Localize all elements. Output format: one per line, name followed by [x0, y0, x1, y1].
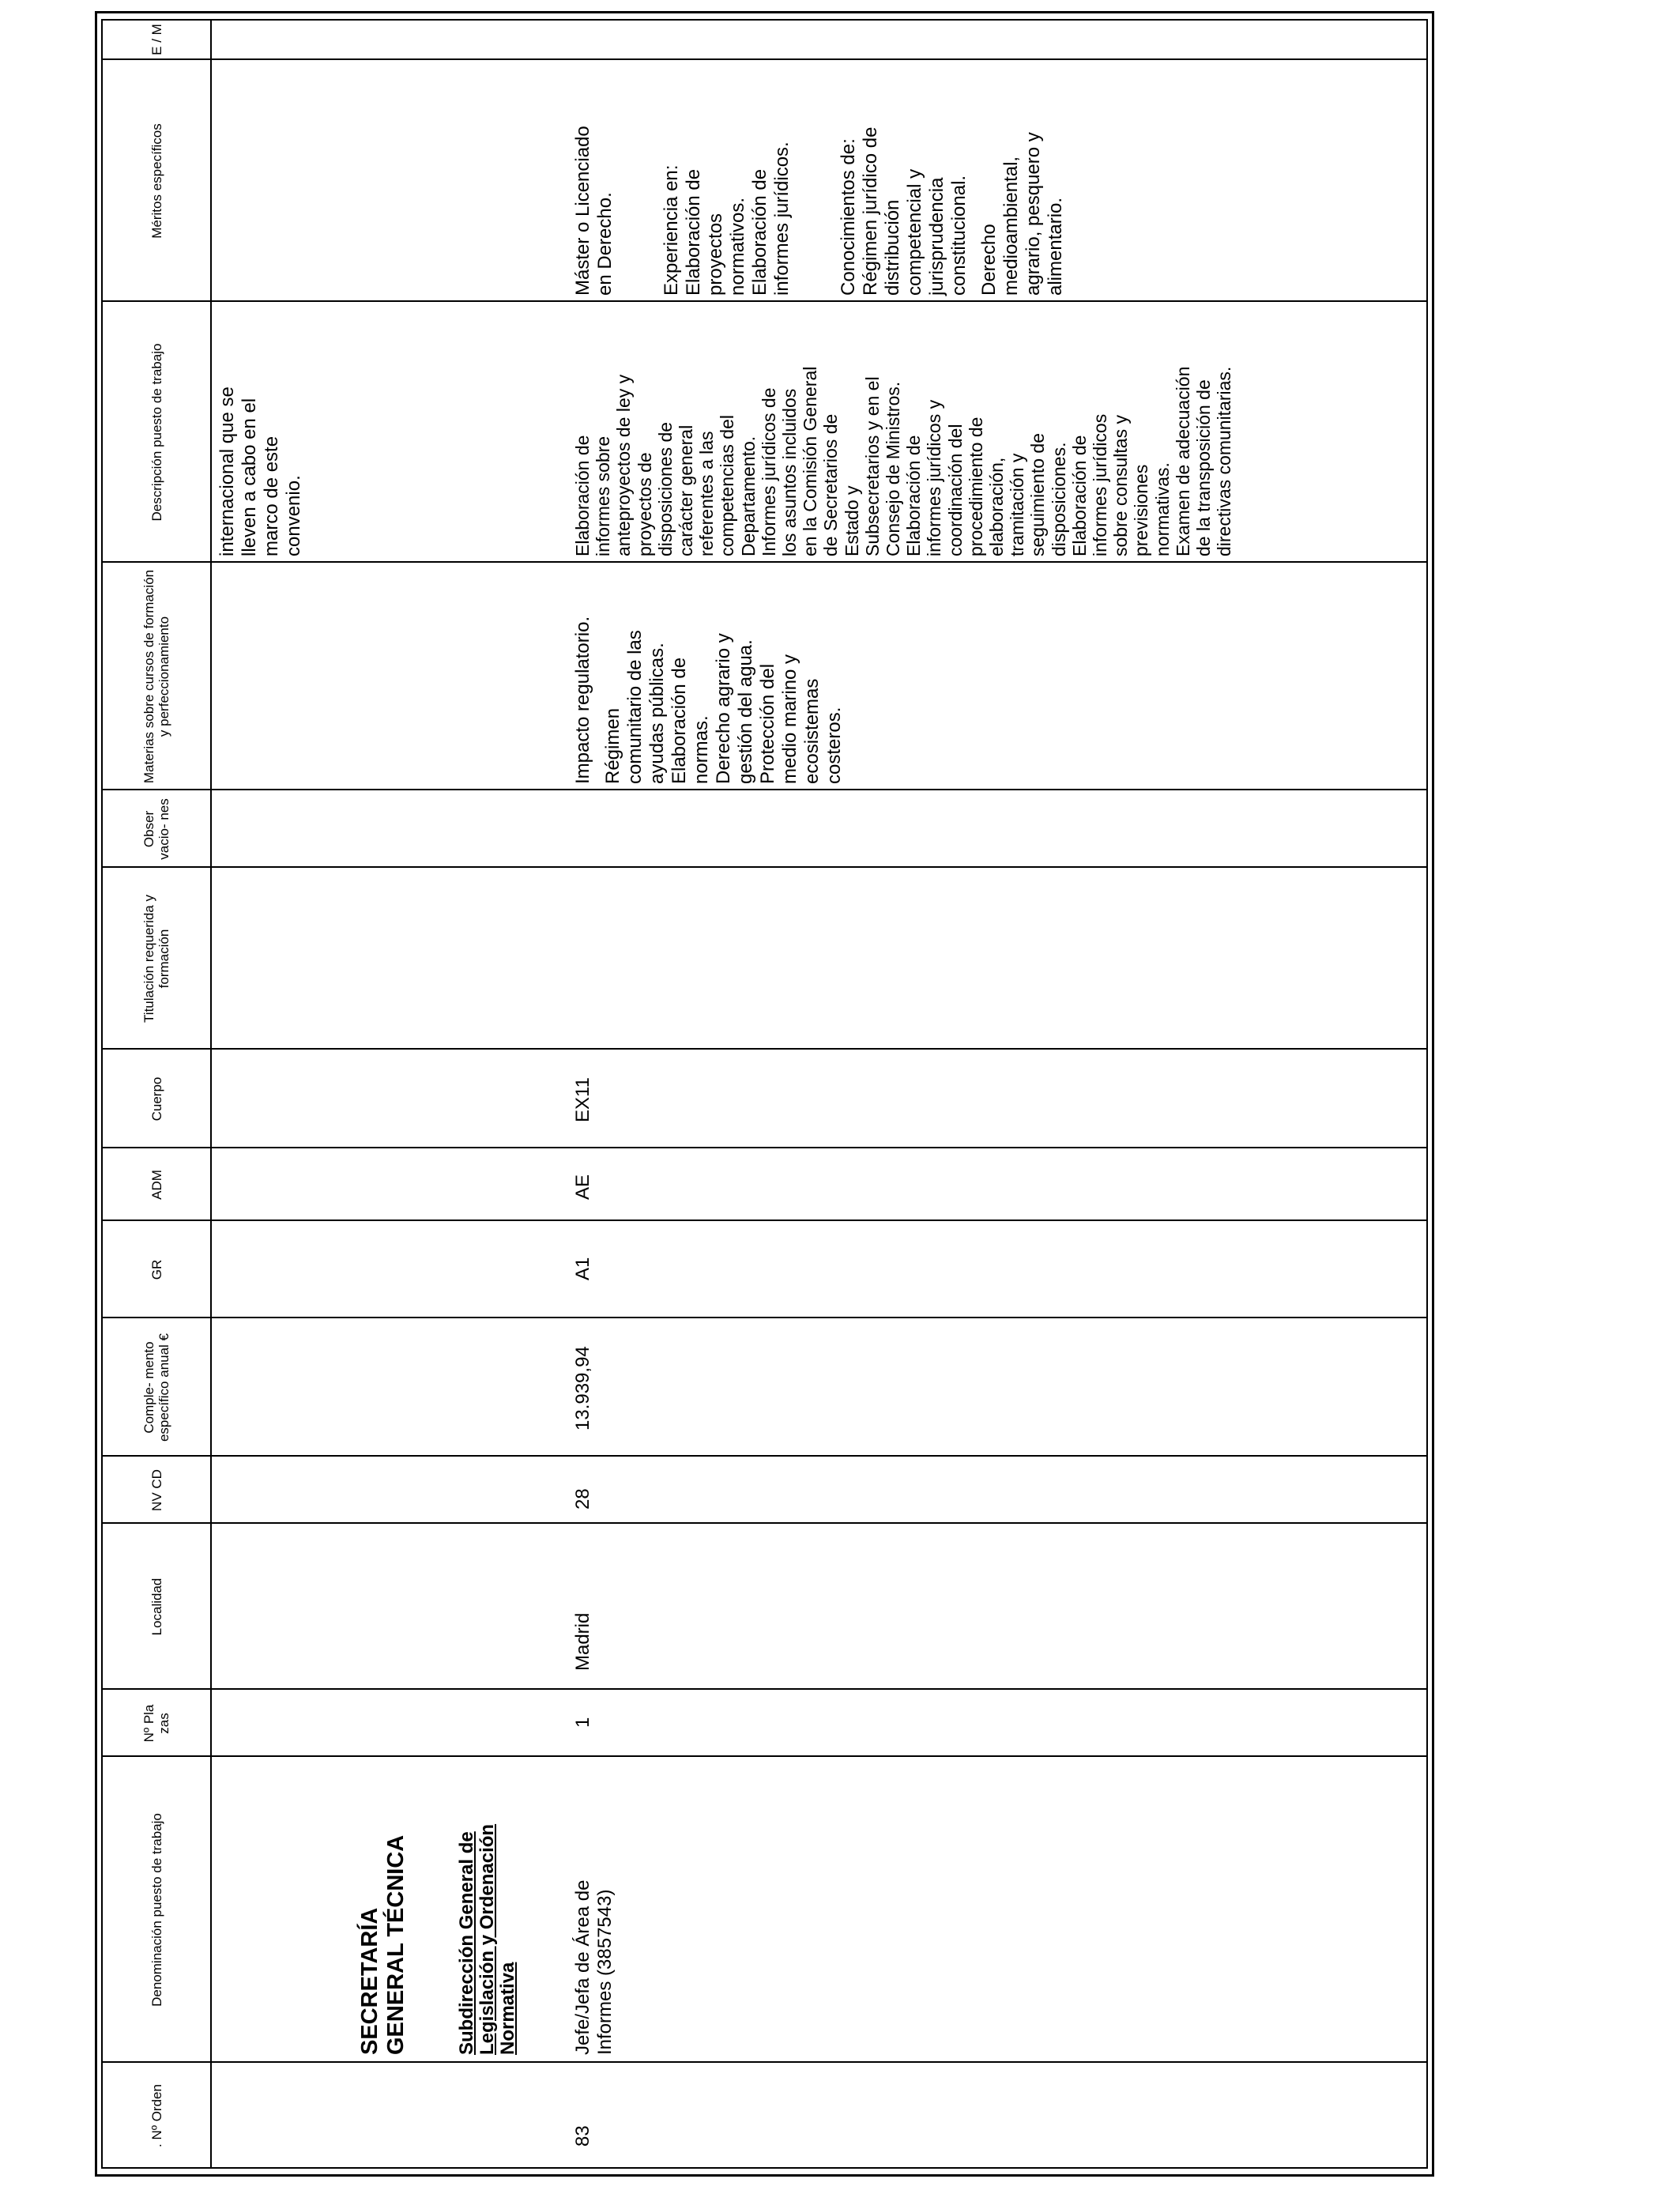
text-line: Impacto regulatorio.	[572, 616, 593, 784]
text-line: informes jurídicos.	[771, 141, 793, 296]
header-materias: Materias sobre cursos de formación y perfeccionamiento	[141, 569, 171, 784]
subdirection-title	[457, 1824, 518, 2055]
column-divider	[101, 1688, 1428, 1690]
text-line: Régimen jurídico de	[860, 126, 881, 296]
table-inner-border	[101, 19, 1428, 2169]
text-line: Jefe/Jefa de Área de	[572, 1879, 593, 2055]
column-divider	[101, 1220, 1428, 1221]
row-localidad: Madrid	[572, 1612, 593, 1671]
row-complemento: 13.939,94	[572, 1346, 593, 1431]
row-adm: AE	[572, 1174, 593, 1200]
text-line: medio marino y	[779, 654, 800, 784]
text-line: sobre consultas y	[1110, 415, 1132, 556]
section-title	[357, 1835, 409, 2055]
text-line: directivas comunitarias.	[1214, 366, 1235, 556]
header-observaciones: Obser vacio- nes	[141, 798, 171, 860]
text-line: en Derecho.	[594, 192, 616, 296]
header-descripcion: Descripción puesto de trabajo	[149, 343, 164, 522]
text-line: internacional que se	[217, 386, 238, 556]
text-line: Protección del	[757, 663, 778, 784]
continued-description	[217, 386, 305, 556]
text-line: informes jurídicos	[1090, 413, 1111, 556]
header-meritos: Méritos específicos	[149, 123, 164, 239]
column-divider	[101, 866, 1428, 868]
header-orden: . Nº Orden	[149, 2084, 164, 2147]
text-line: lleven a cabo en el	[239, 398, 260, 556]
row-orden: 83	[572, 2125, 593, 2147]
text-line: procedimiento de	[965, 417, 986, 556]
header-titulacion: Titulación requerida y formación	[141, 895, 171, 1023]
column-divider	[101, 1048, 1428, 1050]
text-line: en la Comisión General	[800, 366, 821, 556]
text-line: Subdirección General de	[456, 1831, 477, 2055]
text-line: Legislación y Ordenación	[477, 1823, 498, 2055]
column-divider	[101, 1522, 1428, 1524]
header-plazas: Nº Pla zas	[141, 1704, 171, 1743]
text-line: Informes jurídicos de	[758, 387, 779, 556]
header-nivel: NV CD	[149, 1469, 164, 1511]
header-cuerpo: Cuerpo	[149, 1076, 164, 1122]
column-divider	[101, 2061, 1428, 2063]
text-line: informes sobre	[593, 435, 614, 556]
text-line: ecosistemas	[801, 678, 823, 784]
text-line: Experiencia en:	[661, 164, 682, 296]
text-line: Elaboración de	[749, 168, 770, 296]
header-em: E / M	[149, 24, 164, 55]
column-divider	[101, 1755, 1428, 1757]
text-line: tramitación y	[1007, 453, 1028, 556]
text-line: anteproyectos de ley y	[613, 374, 635, 556]
text-line: disposiciones.	[1048, 442, 1069, 556]
text-line: Normativa	[497, 1962, 518, 2055]
text-line: seguimiento de	[1027, 433, 1049, 556]
text-line: costeros.	[823, 707, 845, 784]
column-divider	[101, 1147, 1428, 1148]
text-line: constitucional.	[948, 175, 970, 296]
header-complemento: Comple- mento específico anual €	[141, 1333, 171, 1442]
column-divider	[101, 561, 1428, 563]
text-line: carácter general	[676, 424, 697, 556]
row-plazas: 1	[572, 1717, 593, 1728]
text-line: medioambiental,	[1000, 156, 1022, 296]
text-line: proyectos de	[634, 452, 655, 556]
text-line: elaboración,	[986, 457, 1008, 556]
text-line: normas.	[691, 715, 712, 784]
header-localidad: Localidad	[149, 1578, 164, 1636]
text-line: Examen de adecuación	[1172, 366, 1193, 556]
text-line: referentes a las	[696, 431, 718, 556]
column-divider	[101, 1317, 1428, 1318]
row-descripcion	[572, 367, 1235, 556]
column-divider	[101, 789, 1428, 790]
text-line: Máster o Licenciado	[572, 126, 593, 296]
text-line: informes jurídicos y	[924, 399, 945, 556]
row-nivel: 28	[572, 1488, 593, 1510]
text-line: comunitario de las	[624, 630, 646, 784]
column-divider	[101, 300, 1428, 302]
row-grupo: A1	[572, 1257, 593, 1280]
text-line: coordinación del	[944, 424, 966, 556]
text-line: disposiciones de	[654, 421, 676, 556]
text-line: Derecho	[978, 224, 1000, 296]
text-line: Conocimientos de:	[838, 138, 859, 296]
text-line: marco de este	[261, 435, 282, 556]
text-line: competencial y	[904, 168, 925, 296]
column-divider	[101, 58, 1428, 60]
text-line: los asuntos incluidos	[779, 388, 800, 556]
row-cuerpo: EX11	[572, 1077, 593, 1122]
text-line: de Secretarios de	[820, 413, 842, 556]
text-line: de la transposición de	[1193, 379, 1215, 556]
header-adm: ADM	[149, 1170, 164, 1200]
row-materias	[572, 616, 846, 784]
text-line: SECRETARÍA	[357, 1907, 382, 2055]
column-divider	[101, 1455, 1428, 1457]
text-line: alimentario.	[1045, 197, 1066, 296]
header-separator	[210, 19, 212, 2169]
text-line: Elaboración de	[683, 168, 704, 296]
text-line: previsiones	[1131, 464, 1152, 556]
text-line: Departamento.	[737, 435, 759, 556]
text-line: normativas.	[1151, 462, 1173, 556]
text-line: Elaboración de	[669, 657, 690, 784]
text-line: Elaboración de	[903, 435, 925, 556]
text-line: Derecho agrario y	[713, 633, 734, 784]
text-line: distribución	[882, 199, 903, 296]
header-grupo: GR	[149, 1259, 164, 1280]
text-line: agrario, pesquero y	[1023, 132, 1044, 296]
text-line: Subsecretarios y en el	[861, 376, 883, 556]
text-line: Estado y	[841, 485, 862, 556]
text-line: normativos.	[727, 197, 748, 296]
row-denominacion	[572, 1880, 616, 2055]
text-line: Régimen	[602, 707, 623, 784]
text-line: competencias del	[717, 415, 738, 556]
text-line: Informes (3857543)	[594, 1889, 616, 2055]
text-line: proyectos	[705, 213, 726, 296]
text-line: gestión del agua.	[735, 639, 756, 784]
text-line: Elaboración de	[572, 435, 593, 556]
text-line: Elaboración de	[1068, 435, 1090, 556]
text-line: ayudas públicas.	[646, 643, 668, 784]
text-line: Consejo de Ministros.	[883, 381, 904, 556]
text-line: GENERAL TÉCNICA	[383, 1834, 409, 2055]
text-line: convenio.	[283, 475, 304, 556]
header-denominacion: Denominación puesto de trabajo	[149, 1813, 164, 2007]
text-line: jurisprudencia	[926, 177, 947, 296]
row-meritos	[572, 126, 1067, 296]
